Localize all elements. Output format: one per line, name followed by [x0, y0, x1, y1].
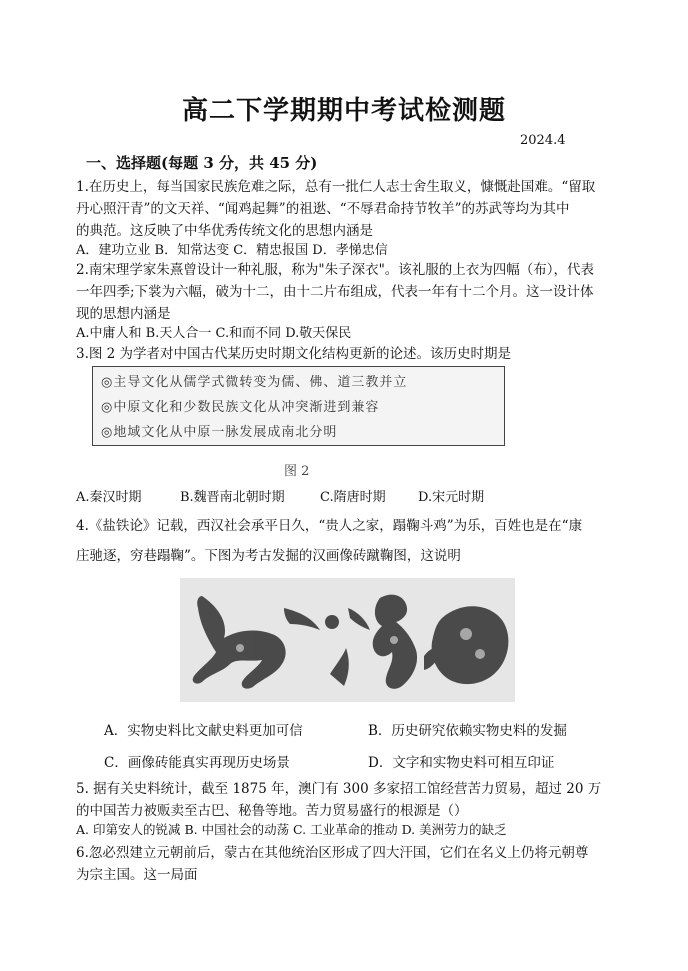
section-heading: 一、选择题(每题 3 分，共 45 分) [86, 154, 318, 172]
q3-option-b: B.魏晋南北朝时期 [180, 490, 285, 505]
q4-option-c: C．画像砖能真实再现历史场景 [104, 755, 290, 771]
relief-figures [180, 578, 515, 702]
q5-options: A. 印第安人的锐减 B. 中国社会的动荡 C. 工业革命的推动 D. 美洲劳力的缺乏 [76, 822, 507, 837]
q4-option-d: D．文字和实物史料可相互印证 [368, 755, 555, 771]
q3-option-c: C.隋唐时期 [320, 490, 386, 505]
q2-line-3: 现的思想内涵是 [76, 306, 171, 322]
figure-2-row: ◎中原文化和少数民族文化从冲突渐进到兼容 [101, 400, 380, 415]
q1-line-3: 的典范。这反映了中华优秀传统文化的思想内涵是 [76, 223, 373, 239]
q6-line-1: 6.忽必烈建立元朝前后，蒙古在其他统治区形成了四大汗国，它们在名义上仍将元朝尊 [76, 845, 589, 861]
q4-line-1: 4.《盐铁论》记载，西汉社会承平日久，“贵人之家，蹋鞠斗鸡”为乐，百姓也是在“康 [76, 518, 583, 534]
figure-2-row: ◎主导文化从儒学式微转变为儒、佛、道三教并立 [101, 375, 408, 390]
q5-line-2: 的中国苦力被贩卖至古巴、秘鲁等地。苦力贸易盛行的根源是（） [76, 803, 468, 819]
q6-line-2: 为宗主国。这一局面 [76, 867, 198, 883]
q4-line-2: 庄驰逐，穷巷蹋鞠”。下图为考古发掘的汉画像砖蹴鞠图，这说明 [76, 548, 461, 564]
q3-option-d: D.宋元时期 [418, 490, 485, 505]
q2-options: A.中庸人和 B.天人合一 C.和而不同 D.敬天保民 [76, 326, 352, 341]
q5-line-1: 5. 据有关史料统计，截至 1875 年，澳门有 300 多家招工馆经营苦力贸易，超过 20 万 [76, 781, 602, 797]
exam-date: 2024.4 [520, 133, 566, 148]
q3-stem: 3.图 2 为学者对中国古代某历史时期文化结构更新的论述。该历史时期是 [76, 346, 512, 362]
q1-line-1: 1.在历史上，每当国家民族危难之际，总有一批仁人志士舍生取义，慷慨赴国难。“留取 [76, 179, 596, 195]
q4-option-a: A．实物史料比文献史料更加可信 [104, 723, 303, 739]
figure-2-row: ◎地域文化从中原一脉发展成南北分明 [101, 425, 338, 440]
q2-line-2: 一年四季;下裳为六幅，破为十二，由十二片布组成，代表一年有十二个月。这一设计体 [76, 284, 594, 300]
han-brick-cuju-relief-image [180, 578, 515, 702]
q3-option-a: A.秦汉时期 [76, 490, 142, 505]
figure-2-box [92, 366, 505, 446]
figure-2-caption: 图 2 [284, 464, 310, 479]
q2-line-1: 2.南宋理学家朱熹曾设计一种礼服，称为"朱子深衣"。该礼服的上衣为四幅（布），代表 [76, 262, 595, 278]
exam-title: 高二下学期期中考试检测题 [181, 96, 506, 126]
q1-line-2: 丹心照汗青”的文天祥、“闻鸡起舞”的祖逖、“不辱君命持节牧羊”的苏武等均为其中 [76, 201, 570, 217]
q4-option-b: B．历史研究依赖实物史料的发掘 [368, 723, 567, 739]
q1-options: A．建功立业 B．知常达变 C．精忠报国 D．孝悌忠信 [76, 243, 388, 258]
